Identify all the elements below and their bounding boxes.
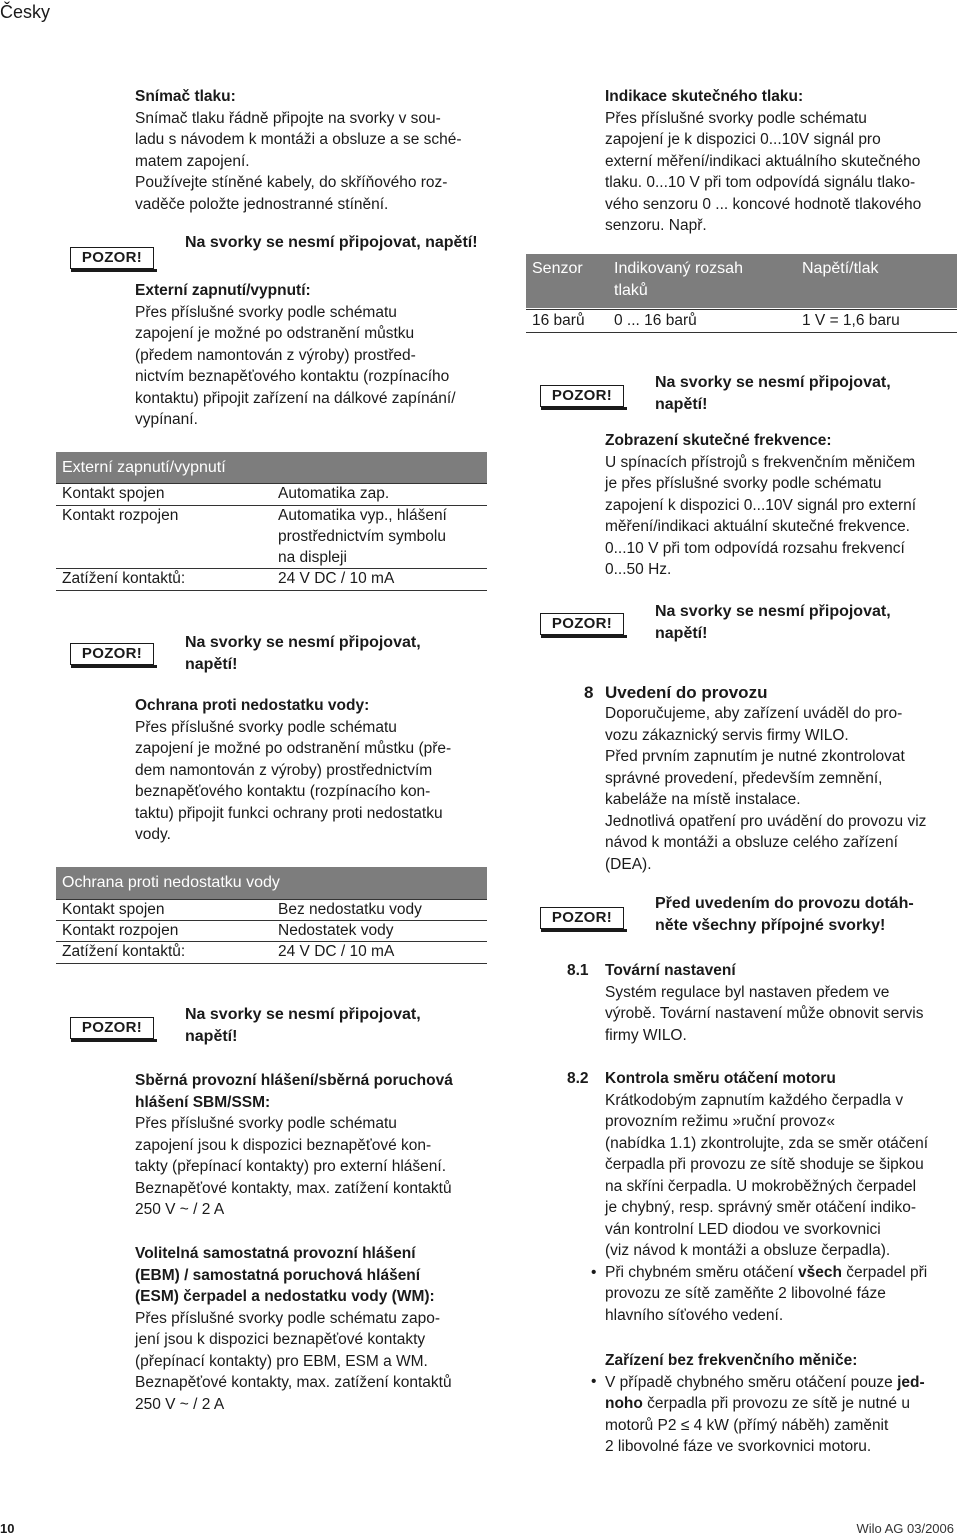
table-cell-value: 24 V DC / 10 mA (278, 943, 395, 960)
warning-text (655, 601, 891, 645)
text-line: Před prvním zapnutím je nutné zkontrolovat (605, 748, 905, 765)
text-line: vozu zákaznický servis firmy WILO. (605, 726, 849, 744)
bullet-marker: • (591, 1264, 597, 1281)
text-line: tlaku. 0...10 V při tom odpovídá signálu tlako- (605, 174, 916, 191)
text-line (605, 1262, 957, 1284)
page-number: 10 (0, 1521, 15, 1536)
table-cell-value: na displeji (278, 549, 347, 566)
text-line: Používejte stíněné kabely, do skříňového roz- (135, 174, 448, 191)
footer-company: Wilo AG 03/2006 (856, 1521, 954, 1536)
individual-messages-title: Volitelná samostatná provozní hlášení (135, 1245, 416, 1262)
table-cell: 16 barů (532, 312, 585, 329)
table-cell-value: Bez nedostatku vody (278, 901, 422, 918)
text-line: Systém regulace byl nastaven předem ve (605, 983, 890, 1001)
text-line: je chybný, resp. správný směr otáčení indiko- (605, 1199, 916, 1216)
table-cell-label: Kontakt rozpojen (62, 507, 179, 524)
water-shortage-title: Ochrana proti nedostatku vody: (135, 697, 370, 714)
text-line: jení jsou k dispozici beznapěťové kontakty (135, 1331, 426, 1348)
no-converter-section (605, 1350, 960, 1458)
text-line: (předem namontován z výroby) prostřed- (135, 346, 416, 364)
text-line: nictvím beznapěťového kontaktu (rozpínacího (135, 368, 450, 385)
text-line: externí měření/indikaci aktuálního skutečného (605, 152, 921, 170)
text-line: (přepínací kontakty) pro EBM, ESM a WM. (135, 1352, 428, 1370)
water-shortage-section (135, 695, 495, 846)
warning-line: Na svorky se nesmí připojovat, (655, 374, 891, 391)
table-cell-label: Zatížení kontaktů: (62, 943, 186, 960)
text-line: Snímač tlaku řádně připojte na svorky v sou- (135, 109, 441, 127)
table-cell-label: Zatížení kontaktů: (62, 570, 186, 587)
text-line: takty (přepínací kontakty) pro externí hlášení. (135, 1158, 447, 1175)
table-header-cell: Napětí/tlak (802, 260, 879, 277)
warning-text (655, 372, 891, 416)
warning-text (185, 632, 421, 676)
external-switch-section (135, 280, 495, 431)
text-line: taktu) připojit funkci ochrany proti nedostatku (135, 804, 443, 822)
warning-text: Na svorky se nesmí připojovat, napětí! (185, 234, 478, 251)
table-cell-value: Nedostatek vody (278, 922, 394, 939)
warning-badge: POZOR! (70, 643, 154, 665)
warning-line: Na svorky se nesmí připojovat, (185, 1006, 421, 1023)
warning-badge: POZOR! (540, 385, 624, 407)
warning-text (185, 1004, 421, 1048)
warning-line: napětí! (655, 396, 708, 413)
warning-line: napětí! (185, 656, 238, 673)
section-title: Uvedení do provozu (605, 683, 768, 702)
text-line: Přes příslušné svorky podle schématu (135, 718, 397, 736)
collective-messages-title: Sběrná provozní hlášení/sběrná poruchová (135, 1072, 453, 1089)
text-line: (viz návod k montáži a obsluze čerpadla). (605, 1242, 891, 1259)
pressure-indication-section (605, 86, 955, 237)
text-line: 0...50 Hz. (605, 561, 672, 578)
table-header: Ochrana proti nedostatku vody (56, 867, 487, 899)
table-divider (56, 590, 487, 591)
text-line: (nabídka 1.1) zkontrolujte, zda se směr otáčení (605, 1134, 929, 1152)
table-cell-label: Kontakt spojen (62, 485, 165, 502)
text-line: měření/indikaci aktuální skutečné frekvence. (605, 518, 910, 535)
text-line: zapojení k dispozici 0...10V signál pro externí (605, 496, 917, 514)
text-line: 250 V ~ / 2 A (135, 1395, 225, 1413)
warning-line: Na svorky se nesmí připojovat, (655, 603, 891, 620)
text-line: ladu s návodem k montáži a obsluze a se sché- (135, 131, 462, 148)
text-line: Beznapěťové kontakty, max. zatížení kontaktů (135, 1374, 452, 1391)
warning-badge: POZOR! (70, 247, 154, 269)
frequency-section (605, 430, 955, 581)
text-line (605, 1393, 960, 1415)
warning-line: napětí! (655, 625, 708, 642)
table-cell-label: Kontakt spojen (62, 901, 165, 918)
text-run-bold: jed- (897, 1373, 925, 1391)
text-run: čerpadel při (841, 1263, 928, 1281)
text-line: Přes příslušné svorky podle schématu (135, 1115, 397, 1132)
language-label: Česky (0, 2, 51, 22)
text-line: hlavního síťového vedení. (605, 1306, 784, 1324)
collective-messages-title: hlášení SBM/SSM: (135, 1093, 271, 1111)
less-equal-symbol: ≤ (680, 1416, 690, 1434)
text-line: firmy WILO. (605, 1026, 687, 1044)
table-cell: 1 V = 1,6 baru (802, 312, 900, 329)
table-header: Externí zapnutí/vypnutí (56, 452, 487, 484)
table-divider (526, 332, 957, 333)
individual-messages-title: (ESM) čerpadel a nedostatku vody (WM): (135, 1288, 435, 1305)
text-line: Přes příslušné svorky podle schématu (135, 303, 397, 321)
table-cell-value: Automatika vyp., hlášení (278, 507, 447, 524)
warning-badge: POZOR! (70, 1017, 154, 1039)
text-line (605, 1372, 960, 1394)
text-line: Přes příslušné svorky podle schématu (605, 109, 867, 127)
text-line: matem zapojení. (135, 152, 250, 170)
text-line: zapojení je možné po odstranění můstku (135, 325, 415, 342)
section-number: 8 (584, 683, 594, 702)
table-divider (56, 963, 487, 964)
warning-line: Před uvedením do provozu dotáh- (655, 895, 914, 912)
section-number: 8.1 (567, 962, 589, 979)
rotation-check-section (605, 1068, 957, 1326)
commissioning-text (605, 703, 955, 875)
text-line: dem namontován z výroby) prostřednictvím (135, 761, 433, 779)
collective-messages-section (135, 1070, 505, 1221)
text-line: provozu ze sítě zaměňte 2 libovolné fáze (605, 1285, 886, 1302)
text-line: vého senzoru 0 ... koncové hodnotě tlakového (605, 195, 922, 213)
text-run: V případě chybného směru otáčení pouze (605, 1373, 898, 1391)
warning-line: Na svorky se nesmí připojovat, (185, 634, 421, 651)
table-cell-value: Automatika zap. (278, 485, 390, 502)
text-line: kontaktu) připojit zařízení na dálkové zapínání/ (135, 389, 456, 407)
table-header-cell: tlaků (614, 282, 648, 299)
text-line: výrobě. Tovární nastavení může obnovit servis (605, 1005, 924, 1022)
text-line: Doporučujeme, aby zařízení uváděl do pro- (605, 705, 903, 722)
text-line: Jednotlivá opatření pro uvádění do provozu viz (605, 812, 927, 830)
pressure-sensor-section (135, 86, 495, 215)
text-line: čerpadla při provozu ze sítě shoduje se šipkou (605, 1156, 924, 1173)
text-line: vody. (135, 826, 171, 843)
section-title: Kontrola směru otáčení motoru (605, 1070, 836, 1087)
text-line: vypínaní. (135, 411, 198, 428)
individual-messages-title: (EBM) / samostatná poruchová hlášení (135, 1266, 421, 1284)
text-line: správné provedení, především zemnění, (605, 769, 883, 787)
text-line: Krátkodobým zapnutím každého čerpadla v (605, 1091, 904, 1109)
text-line: na skříni čerpadla. U mokroběžných čerpadel (605, 1177, 917, 1195)
factory-settings-section (605, 960, 955, 1046)
external-switch-title: Externí zapnutí/vypnutí: (135, 282, 311, 299)
section-title: Tovární nastavení (605, 962, 736, 979)
text-line: vaděče položte jednostranné stínění. (135, 195, 389, 213)
section-number: 8.2 (567, 1070, 589, 1087)
text-line: 250 V ~ / 2 A (135, 1201, 225, 1218)
text-line: (DEA). (605, 855, 652, 873)
text-run: Při chybném směru otáčení (605, 1263, 798, 1281)
text-line: zapojení jsou k dispozici beznapěťové kon- (135, 1136, 432, 1154)
text-run: čerpadla při provozu ze sítě je nutné u (642, 1395, 910, 1412)
pressure-indication-title: Indikace skutečného tlaku: (605, 88, 804, 105)
text-line: 2 libovolné fáze ve svorkovnici motoru. (605, 1438, 872, 1455)
table-header-cell: Senzor (532, 260, 583, 277)
text-line (605, 1415, 960, 1437)
text-line: beznapěťového kontaktu (rozpínacího kon- (135, 783, 431, 800)
bullet-marker: • (591, 1373, 597, 1390)
text-line: je přes příslušné svorky podle schématu (605, 475, 882, 492)
text-line: U spínacích přístrojů s frekvenčním měničem (605, 453, 916, 471)
text-run-bold: všech (797, 1263, 842, 1281)
pressure-sensor-title: Snímač tlaku: (135, 88, 236, 105)
text-line: zapojení je možné po odstranění můstku (pře- (135, 740, 452, 757)
table-header-cell: Indikovaný rozsah (614, 260, 743, 277)
warning-line: něte všechny přípojné svorky! (655, 917, 886, 934)
text-line: Beznapěťové kontakty, max. zatížení kontaktů (135, 1179, 452, 1197)
table-cell: 0 ... 16 barů (614, 312, 697, 329)
text-run: 4 kW (přímý náběh) zaměnit (689, 1416, 889, 1434)
frequency-title: Zobrazení skutečné frekvence: (605, 432, 832, 449)
text-line: Přes příslušné svorky podle schématu zapo- (135, 1309, 440, 1327)
table-cell-value: prostřednictvím symbolu (278, 528, 446, 545)
warning-line: napětí! (185, 1028, 238, 1045)
text-run: motorů P2 (605, 1416, 681, 1434)
section-title: Zařízení bez frekvenčního měniče: (605, 1352, 858, 1369)
warning-badge: POZOR! (540, 907, 624, 929)
table-cell-value: 24 V DC / 10 mA (278, 570, 395, 587)
table-cell-label: Kontakt rozpojen (62, 922, 179, 939)
warning-badge: POZOR! (540, 613, 624, 635)
text-line: návod k montáži a obsluze celého zařízení (605, 834, 898, 851)
warning-text (655, 893, 914, 937)
text-line: provozním režimu »ruční provoz« (605, 1113, 836, 1130)
individual-messages-section (135, 1243, 505, 1415)
text-line: zapojení je k dispozici 0...10V signál pro (605, 131, 881, 148)
text-line: ván kontrolní LED diodou ve svorkovnici (605, 1220, 881, 1238)
text-line: senzoru. Např. (605, 217, 707, 234)
text-line: 0...10 V při tom odpovídá rozsahu frekvencí (605, 539, 905, 557)
text-run-bold: noho (605, 1395, 643, 1412)
text-line: kabeláže na místě instalace. (605, 791, 801, 808)
